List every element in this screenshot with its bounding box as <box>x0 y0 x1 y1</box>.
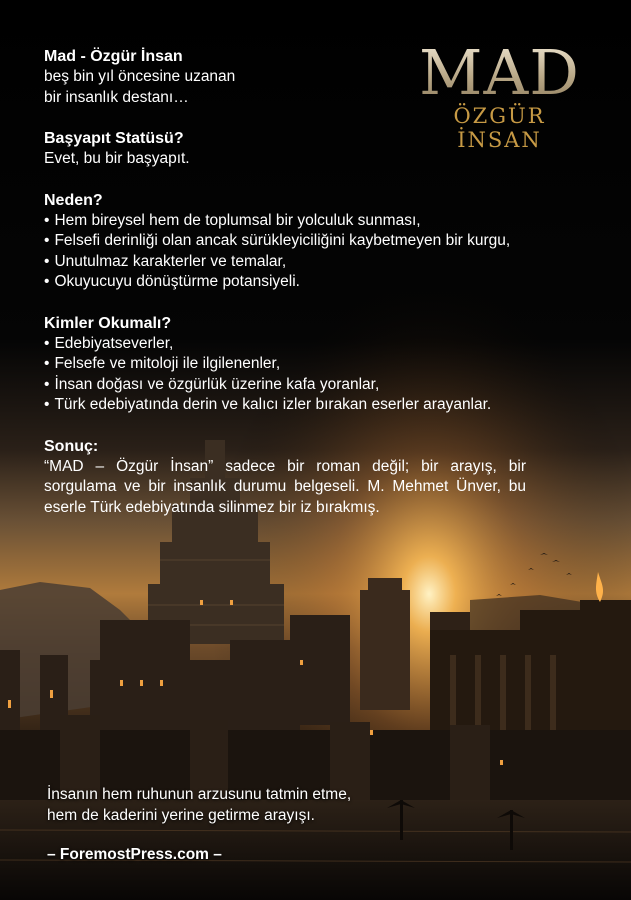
logo-title: MAD <box>412 40 587 106</box>
promo-text <box>44 46 526 538</box>
list-item: • Hem bireysel hem de toplumsal bir yolculuk sunması, <box>44 211 526 232</box>
intro-line: bir insanlık destanı… <box>44 88 189 106</box>
list-item: • Türk edebiyatında derin ve kalıcı izler bırakan eserler arayanlar. <box>44 395 526 416</box>
tagline-line: İnsanın hem ruhunun arzusunu tatmin etme, <box>47 786 352 803</box>
why-section <box>44 190 526 293</box>
intro-section <box>44 46 526 108</box>
publisher-link[interactable]: – ForemostPress.com – <box>47 846 222 863</box>
why-heading: Neden? <box>44 191 103 209</box>
list-item: • Edebiyatseverler, <box>44 334 526 355</box>
who-heading: Kimler Okumalı? <box>44 314 172 332</box>
status-heading: Başyapıt Statüsü? <box>44 130 184 147</box>
why-list <box>44 211 526 293</box>
list-item: • İnsan doğası ve özgürlük üzerine kafa yoranlar, <box>44 375 526 396</box>
list-item: • Felsefe ve mitoloji ile ilgilenenler, <box>44 354 526 375</box>
status-text: Evet, bu bir başyapıt. <box>44 150 190 167</box>
conclusion-heading: Sonuç: <box>44 437 99 455</box>
list-item: • Okuyucuyu dönüştürme potansiyeli. <box>44 272 526 293</box>
status-section <box>44 128 526 170</box>
conclusion-section <box>44 436 526 519</box>
conclusion-text: “MAD – Özgür İnsan” sadece bir roman değil; bir arayış, bir sorgulama ve bir insanlık durumu belgeseli. M. Mehmet Ünver, bu eserle Türk edebiyatında silinmez bir iz bırakmış. <box>44 457 526 516</box>
logo-subtitle: ÖZGÜR İNSAN <box>453 104 546 152</box>
who-list <box>44 334 526 416</box>
tagline <box>47 784 351 826</box>
list-item: • Felsefi derinliği olan ancak sürükleyiciliğini kaybetmeyen bir kurgu, <box>44 231 526 252</box>
intro-line: beş bin yıl öncesine uzanan <box>44 68 236 85</box>
who-section <box>44 313 526 416</box>
tagline-line: hem de kaderini yerine getirme arayışı. <box>47 807 315 824</box>
intro-title: Mad - Özgür İnsan <box>44 48 183 65</box>
list-item: • Unutulmaz karakterler ve temalar, <box>44 252 526 273</box>
